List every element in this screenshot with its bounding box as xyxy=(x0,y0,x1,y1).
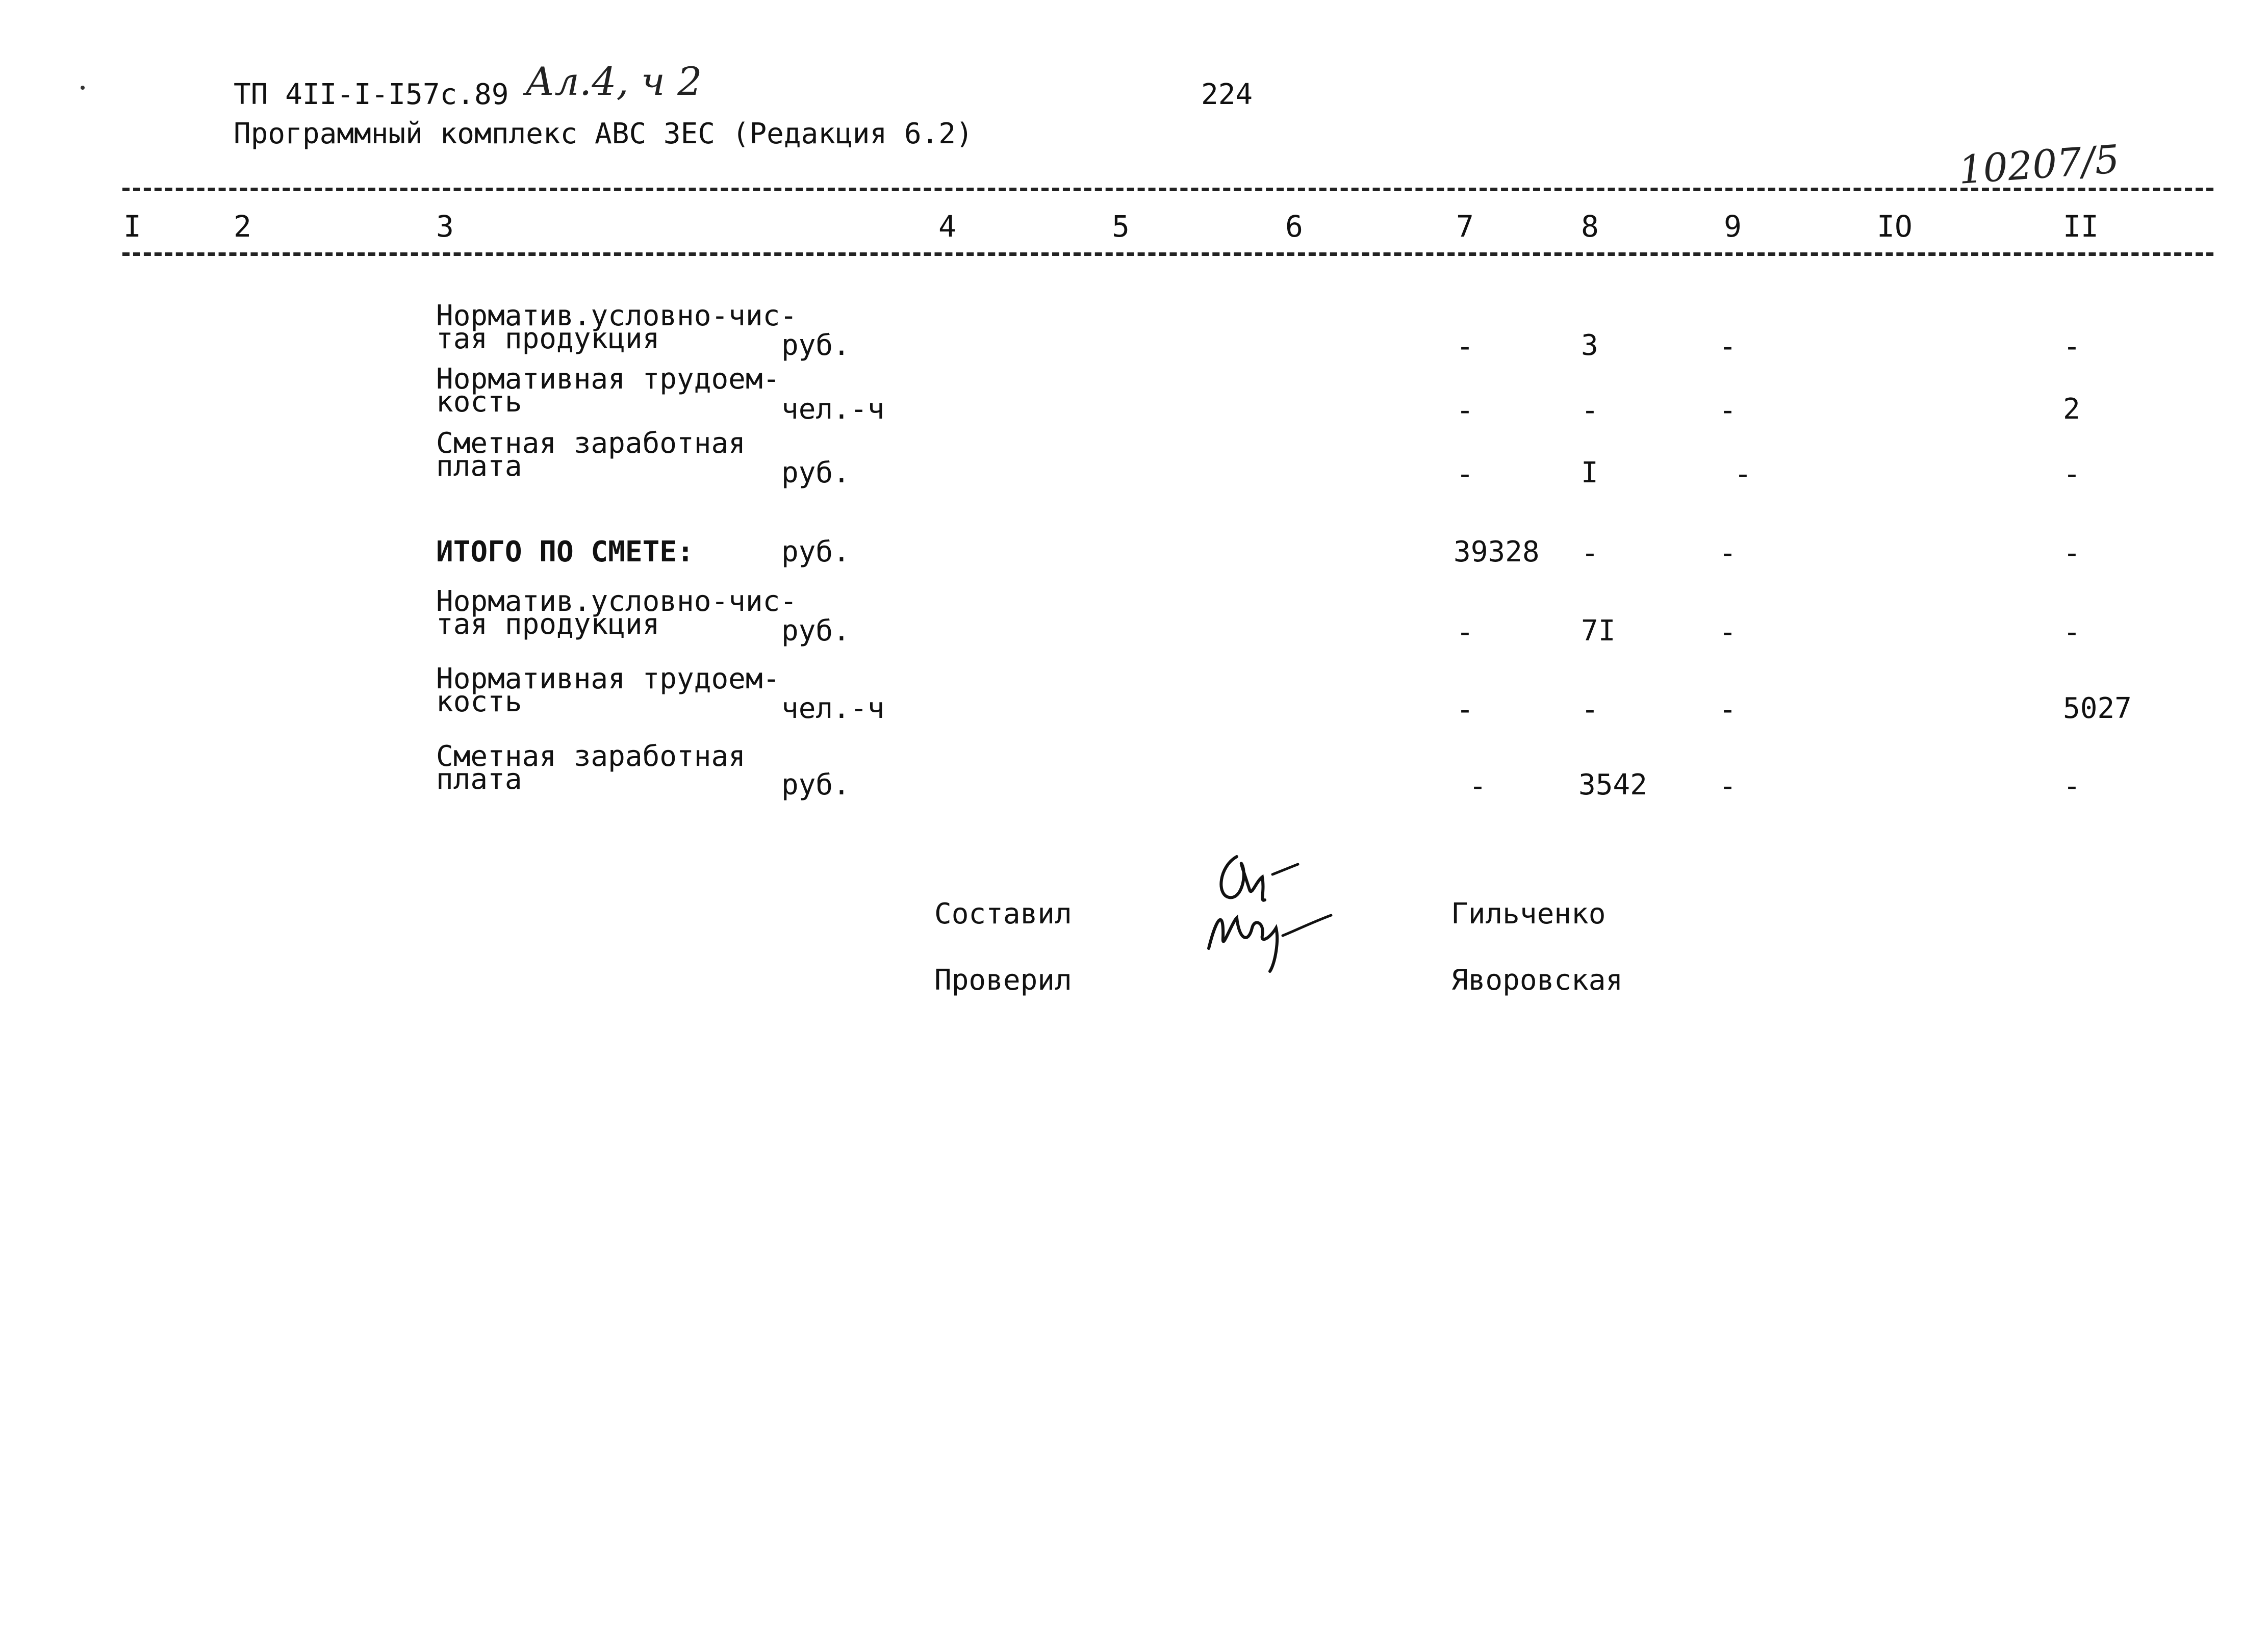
row-2-col8: - xyxy=(1581,393,1599,427)
scan-speck xyxy=(81,86,85,90)
row-1-col11: - xyxy=(2063,329,2081,364)
table-top-rule xyxy=(122,188,2213,191)
row-3-col9: - xyxy=(1734,456,1752,491)
row-5-col8: 7I xyxy=(1581,614,1616,648)
row-7-col11: - xyxy=(2063,768,2081,803)
row-2-name: Нормативная трудоем- кость xyxy=(436,363,780,419)
row-4-unit: руб. xyxy=(781,535,850,569)
row-3-col11: - xyxy=(2063,456,2081,491)
row-7-col9: - xyxy=(1719,768,1737,803)
row-1-col7: - xyxy=(1456,329,1474,364)
row-1-col8: 3 xyxy=(1581,329,1598,362)
row-2-unit: чел.-ч xyxy=(781,393,885,426)
row-7-col8: 3542 xyxy=(1578,768,1647,802)
compiled-label: Составил xyxy=(934,897,1072,931)
row-6-col7: - xyxy=(1456,692,1474,727)
row-5-unit: руб. xyxy=(781,614,850,648)
document-code: ТП 4II-I-I57с.89 xyxy=(234,78,509,111)
row-6-col9: - xyxy=(1719,692,1737,727)
column-header-8: 8 xyxy=(1581,209,1599,244)
row-6-col11: 5027 xyxy=(2063,692,2132,725)
column-header-4: 4 xyxy=(938,209,956,244)
row-2-col7: - xyxy=(1456,393,1474,427)
row-6-col8: - xyxy=(1581,692,1599,727)
compiled-name: Гильченко xyxy=(1451,897,1606,931)
row-1-name: Норматив.условно-чис- тая продукция xyxy=(436,299,798,355)
checked-label: Проверил xyxy=(934,964,1072,997)
row-1-col9: - xyxy=(1719,329,1737,364)
row-6-name: Нормативная трудоем- кость xyxy=(436,662,780,718)
column-header-7: 7 xyxy=(1456,209,1474,244)
checked-name: Яворовская xyxy=(1451,964,1623,997)
row-3-name: Сметная заработная плата xyxy=(436,427,746,483)
page-number: 224 xyxy=(1201,78,1253,111)
column-header-9: 9 xyxy=(1724,209,1742,244)
row-4-name: ИТОГО ПО СМЕТЕ: xyxy=(436,535,694,569)
program-title: Программный комплекс АВС ЗЕС (Редакция 6.2) xyxy=(234,117,973,150)
table-header-rule xyxy=(122,252,2213,256)
column-header-5: 5 xyxy=(1112,209,1130,244)
row-5-col9: - xyxy=(1719,614,1737,649)
column-header-1: I xyxy=(123,209,141,244)
row-1-unit: руб. xyxy=(781,329,850,362)
row-7-unit: руб. xyxy=(781,768,850,802)
row-7-name: Сметная заработная плата xyxy=(436,740,746,796)
row-3-col8: I xyxy=(1581,456,1598,489)
row-4-col9: - xyxy=(1719,535,1737,570)
column-header-11: II xyxy=(2063,209,2099,244)
row-5-col7: - xyxy=(1456,614,1474,649)
row-4-col7: 39328 xyxy=(1454,535,1540,569)
handwritten-stamp: 10207/5 xyxy=(1957,136,2121,193)
column-header-6: 6 xyxy=(1285,209,1303,244)
column-header-2: 2 xyxy=(234,209,251,244)
signature-scribble xyxy=(1188,846,1357,979)
row-2-col11: 2 xyxy=(2063,393,2080,426)
column-header-3: 3 xyxy=(436,209,454,244)
row-2-col9: - xyxy=(1719,393,1737,427)
row-7-col7: - xyxy=(1469,768,1487,803)
row-4-col8: - xyxy=(1581,535,1599,570)
row-3-col7: - xyxy=(1456,456,1474,491)
row-6-unit: чел.-ч xyxy=(781,692,885,725)
row-5-col11: - xyxy=(2063,614,2081,649)
row-5-name: Норматив.условно-чис- тая продукция xyxy=(436,585,798,641)
row-3-unit: руб. xyxy=(781,456,850,489)
row-4-col11: - xyxy=(2063,535,2081,570)
handwritten-note: Ал.4, ч 2 xyxy=(525,59,702,104)
column-header-10: IO xyxy=(1877,209,1913,244)
